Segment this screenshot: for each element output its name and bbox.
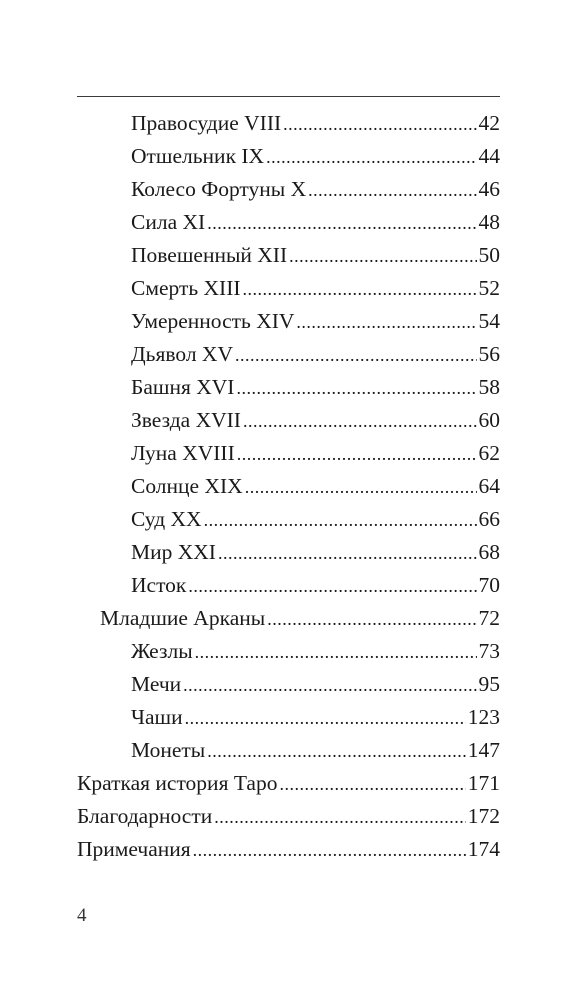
toc-entry bbox=[131, 470, 500, 503]
toc-entry bbox=[131, 371, 500, 404]
toc-entry-page: 95 bbox=[478, 672, 500, 696]
toc-entry-page: 54 bbox=[478, 309, 500, 333]
toc-entry-title: Краткая история Таро bbox=[77, 771, 278, 795]
toc-entry bbox=[131, 734, 500, 767]
toc-entry bbox=[131, 140, 500, 173]
toc-entry-title: Дьявол XV bbox=[131, 342, 233, 366]
toc-entry-page: 172 bbox=[467, 804, 500, 828]
toc-entry-title: Исток bbox=[131, 573, 187, 597]
toc-entry-page: 171 bbox=[467, 771, 500, 795]
toc-entry bbox=[100, 602, 500, 635]
toc-entry bbox=[131, 107, 500, 140]
toc-entry-title: Звезда XVII bbox=[131, 408, 241, 432]
toc-dot-leader bbox=[207, 735, 466, 767]
toc-entry bbox=[77, 833, 500, 866]
toc-dot-leader bbox=[296, 306, 476, 338]
toc-entry bbox=[77, 767, 500, 800]
toc-entry bbox=[131, 668, 500, 701]
toc-entry bbox=[131, 404, 500, 437]
toc-dot-leader bbox=[204, 504, 477, 536]
toc-entry bbox=[131, 173, 500, 206]
toc-dot-leader bbox=[245, 471, 477, 503]
toc-dot-leader bbox=[218, 537, 477, 569]
toc-entry-title: Колесо Фортуны X bbox=[131, 177, 307, 201]
toc-entry-page: 56 bbox=[478, 342, 500, 366]
toc-entry bbox=[131, 635, 500, 668]
toc-dot-leader bbox=[279, 768, 465, 800]
toc-entry-page: 44 bbox=[478, 144, 500, 168]
toc-dot-leader bbox=[283, 108, 476, 140]
toc-entry-title: Суд XX bbox=[131, 507, 202, 531]
toc-entry-page: 50 bbox=[478, 243, 500, 267]
toc-entry-title: Повешенный XII bbox=[131, 243, 288, 267]
toc-entry bbox=[77, 800, 500, 833]
toc-entry-title: Чаши bbox=[131, 705, 183, 729]
toc-dot-leader bbox=[243, 273, 477, 305]
toc-entry-title: Луна XVIII bbox=[131, 441, 235, 465]
toc-dot-leader bbox=[243, 405, 477, 437]
toc-entry bbox=[131, 503, 500, 536]
toc-entry-page: 68 bbox=[478, 540, 500, 564]
toc-entry bbox=[131, 239, 500, 272]
toc-entry-title: Жезлы bbox=[131, 639, 193, 663]
toc-entry bbox=[131, 437, 500, 470]
toc-entry-page: 147 bbox=[467, 738, 500, 762]
toc-entry-title: Отшельник IX bbox=[131, 144, 265, 168]
toc-dot-leader bbox=[236, 372, 476, 404]
toc-entry bbox=[131, 536, 500, 569]
toc-entry-page: 123 bbox=[467, 705, 500, 729]
toc-entry-title: Солнце XIX bbox=[131, 474, 243, 498]
toc-entry bbox=[131, 701, 500, 734]
toc-dot-leader bbox=[185, 702, 466, 734]
toc-dot-leader bbox=[214, 801, 466, 833]
toc-entry-page: 174 bbox=[467, 837, 500, 861]
toc-dot-leader bbox=[195, 636, 477, 668]
toc-entry-page: 72 bbox=[478, 606, 500, 630]
toc-entry bbox=[131, 305, 500, 338]
toc-dot-leader bbox=[188, 570, 476, 602]
toc-dot-leader bbox=[237, 438, 477, 470]
toc-entry-page: 70 bbox=[478, 573, 500, 597]
toc-entry bbox=[131, 272, 500, 305]
toc-entry bbox=[131, 338, 500, 371]
toc-dot-leader bbox=[289, 240, 476, 272]
toc-dot-leader bbox=[308, 174, 476, 206]
toc-entry-title: Сила XI bbox=[131, 210, 206, 234]
toc-entry-title: Умеренность XIV bbox=[131, 309, 295, 333]
toc-entry-title: Мечи bbox=[131, 672, 182, 696]
toc-dot-leader bbox=[183, 669, 476, 701]
toc-entry bbox=[131, 206, 500, 239]
toc-entry-title: Младшие Арканы bbox=[100, 606, 266, 630]
toc-entry-title: Мир XXI bbox=[131, 540, 216, 564]
toc-entry-title: Правосудие VIII bbox=[131, 111, 282, 135]
toc-entry-title: Башня XVI bbox=[131, 375, 235, 399]
toc-entry-page: 52 bbox=[478, 276, 500, 300]
toc-dot-leader bbox=[207, 207, 476, 239]
toc-entry-page: 62 bbox=[478, 441, 500, 465]
toc-entry-page: 46 bbox=[478, 177, 500, 201]
toc-dot-leader bbox=[193, 834, 466, 866]
toc-entry-page: 58 bbox=[478, 375, 500, 399]
header-rule bbox=[77, 96, 500, 97]
toc-entry bbox=[131, 569, 500, 602]
toc-entry-page: 42 bbox=[478, 111, 500, 135]
toc-dot-leader bbox=[235, 339, 477, 371]
toc-entry-title: Благодарности bbox=[77, 804, 213, 828]
toc-entry-page: 66 bbox=[478, 507, 500, 531]
toc-entry-page: 64 bbox=[478, 474, 500, 498]
toc-entry-page: 48 bbox=[478, 210, 500, 234]
page-number: 4 bbox=[77, 905, 87, 926]
toc-entry-title: Примечания bbox=[77, 837, 191, 861]
toc-entry-page: 60 bbox=[478, 408, 500, 432]
toc-dot-leader bbox=[266, 141, 476, 173]
toc-dot-leader bbox=[267, 603, 476, 635]
toc-entry-title: Монеты bbox=[131, 738, 206, 762]
toc-entry-page: 73 bbox=[478, 639, 500, 663]
toc-entry-title: Смерть XIII bbox=[131, 276, 241, 300]
